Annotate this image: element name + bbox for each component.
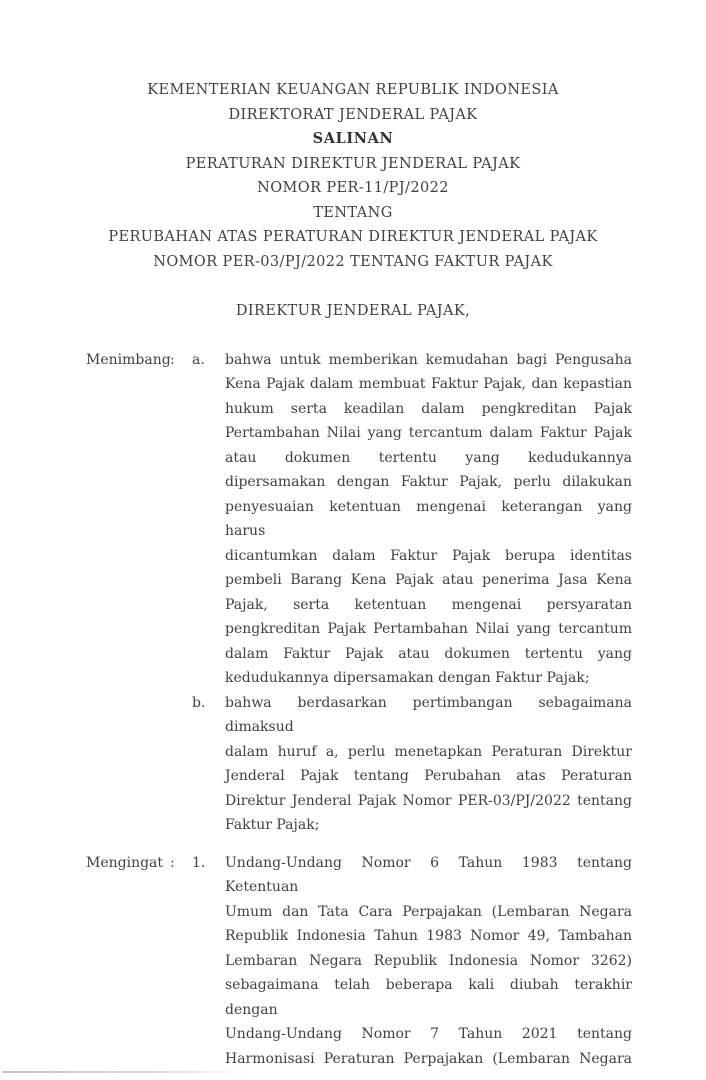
regulation-title: PERATURAN DIREKTUR JENDERAL PAJAK xyxy=(185,155,521,172)
ministry-name: KEMENTERIAN KEUANGAN REPUBLIK INDONESIA xyxy=(147,82,559,98)
section-separator: : xyxy=(170,351,175,368)
paragraph-line: sebagaimana telah beberapa kali diubah terakhir dengan xyxy=(225,977,632,1018)
paragraph-line: atau dokumen tertentu yang kedudukannya xyxy=(225,449,632,466)
paragraph-line: hukum serta keadilan dalam pengkreditan Pajak xyxy=(225,400,632,417)
paragraph-line: bahwa berdasarkan pertimbangan sebagaimana dimaksud xyxy=(225,694,632,735)
paragraph-line: Kena Pajak dalam membuat Faktur Pajak, dan kepastian xyxy=(225,376,632,392)
paragraph-line: Undang-Undang Nomor 6 Tahun 1983 tentang Ketentuan xyxy=(225,854,632,895)
section-label: Mengingat xyxy=(86,854,164,871)
paragraph-line: Undang-Undang Nomor 7 Tahun 2021 tentang xyxy=(225,1026,632,1042)
paragraph-line: Jenderal Pajak tentang Perubahan atas Peraturan xyxy=(225,768,632,784)
item-marker: a. xyxy=(192,351,205,368)
preamble xyxy=(0,348,706,1072)
regulation-number: NOMOR PER-11/PJ/2022 xyxy=(257,180,449,196)
paragraph-line: Umum dan Tata Cara Perpajakan (Lembaran Negara xyxy=(225,903,632,920)
item-paragraph xyxy=(225,691,632,838)
paragraph-line: bahwa untuk memberikan kemudahan bagi Pengusaha xyxy=(225,351,632,368)
paragraph-line: dicantumkan dalam Faktur Pajak berupa identitas xyxy=(225,547,632,564)
section-menimbang xyxy=(86,348,706,838)
paragraph-line: dalam huruf a, perlu menetapkan Peraturan Direktur xyxy=(225,743,632,760)
paragraph-line: pembeli Barang Kena Pajak atau penerima Jasa Kena xyxy=(225,572,632,588)
item-marker: 1. xyxy=(192,854,206,871)
subject-line-1: PERUBAHAN ATAS PERATURAN DIREKTUR JENDERAL PAJAK xyxy=(108,229,598,245)
document-header xyxy=(0,78,706,323)
paragraph-line: dipersamakan dengan Faktur Pajak, perlu dilakukan xyxy=(225,474,632,490)
item-paragraph xyxy=(225,348,632,691)
paragraph-line: pengkreditan Pajak Pertambahan Nilai yang tercantum xyxy=(225,621,632,637)
about-label: TENTANG xyxy=(313,204,393,221)
copy-stamp: SALINAN xyxy=(312,130,394,147)
scan-edge-artifact xyxy=(2,1071,262,1073)
paragraph-line: Harmonisasi Peraturan Perpajakan (Lembaran Negara xyxy=(225,1050,632,1067)
section-label: Menimbang xyxy=(86,351,171,368)
directorate-name: DIREKTORAT JENDERAL PAJAK xyxy=(228,106,478,123)
section-mengingat xyxy=(86,851,706,1072)
paragraph-line: Republik Indonesia Tahun 1983 Nomor 49, Tambahan xyxy=(225,928,632,944)
subject-line-2: NOMOR PER-03/PJ/2022 TENTANG FAKTUR PAJAK xyxy=(153,253,553,270)
paragraph-line: penyesuaian ketentuan mengenai keterangan yang harus xyxy=(225,498,632,539)
paragraph-line: Faktur Pajak; xyxy=(225,817,320,833)
item-paragraph xyxy=(225,851,632,1072)
paragraph-line: Lembaran Negara Republik Indonesia Nomor 3262) xyxy=(225,952,632,969)
paragraph-line: Direktur Jenderal Pajak Nomor PER-03/PJ/2022 tentang xyxy=(225,792,632,809)
issuer-line: DIREKTUR JENDERAL PAJAK, xyxy=(235,302,471,319)
paragraph-line: dalam Faktur Pajak atau dokumen tertentu yang xyxy=(225,645,632,662)
paragraph-line: Pertambahan Nilai yang tercantum dalam Faktur Pajak xyxy=(225,425,632,441)
section-separator: : xyxy=(170,854,175,871)
item-marker: b. xyxy=(192,694,206,711)
paragraph-line: kedudukannya dipersamakan dengan Faktur Pajak; xyxy=(225,670,590,686)
paragraph-line: Pajak, serta ketentuan mengenai persyaratan xyxy=(225,596,632,613)
